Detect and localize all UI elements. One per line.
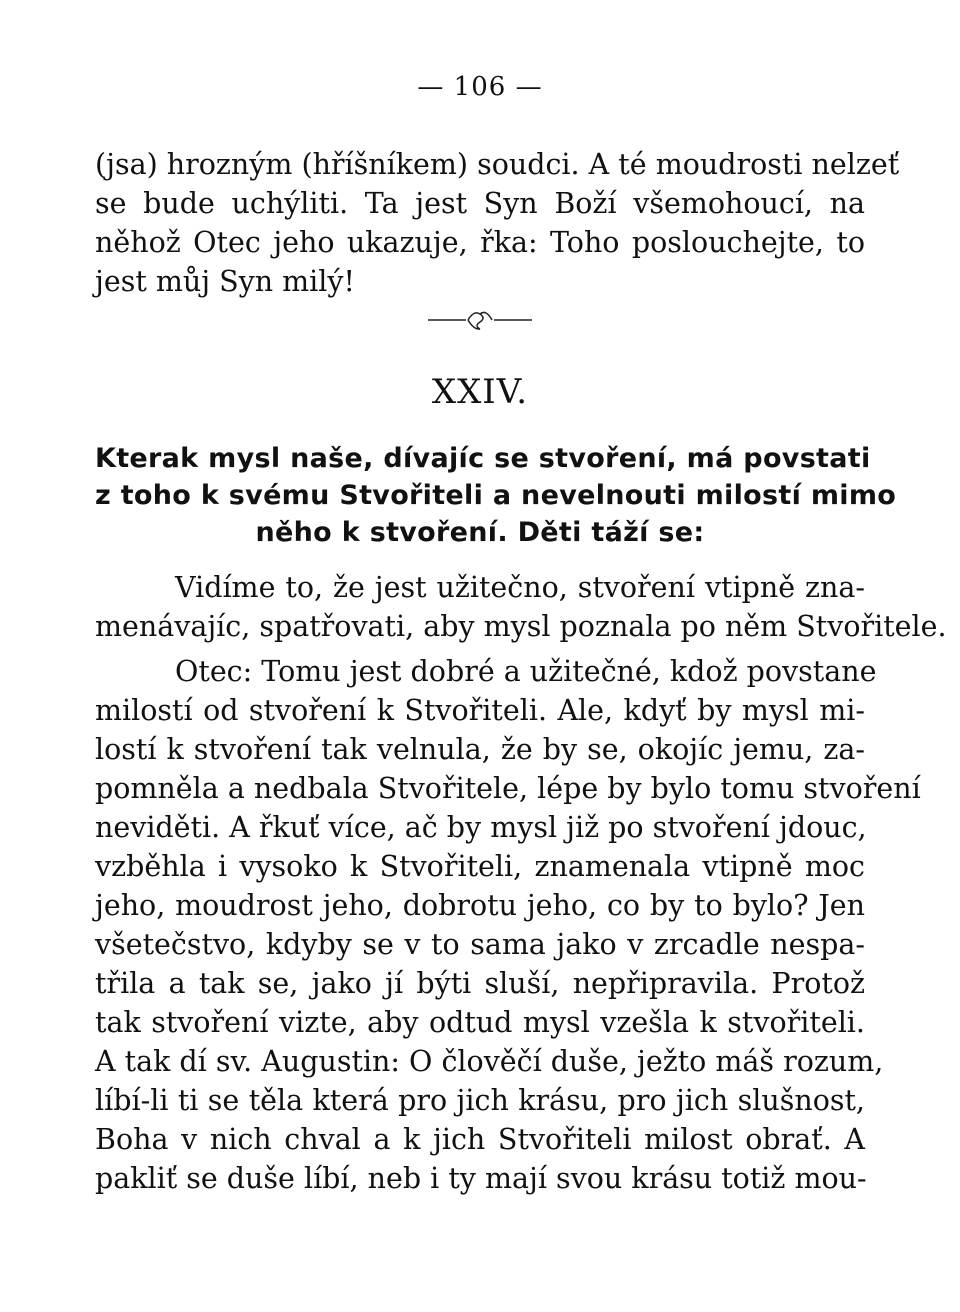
heading-line: Kterak mysl naše, dívajíc se stvoření, má povstati xyxy=(95,443,871,474)
page-number: — 106 — xyxy=(417,72,543,102)
text-line: pakliť se duše líbí, neb i ty mají svou krásu totiž mou- xyxy=(95,1162,867,1195)
text-line: Vidíme to, že jest užitečno, stvoření vtipně zna- xyxy=(175,571,865,604)
text-line: Boha v nich chval a k jich Stvořiteli milost obrať. A xyxy=(95,1123,865,1156)
heading-line: z toho k svému Stvořiteli a nevelnouti milostí mimo xyxy=(95,480,897,511)
text-line: jest můj Syn milý! xyxy=(95,265,355,298)
intro-paragraph xyxy=(95,145,900,301)
ornament-divider-icon xyxy=(428,305,532,335)
text-line: všetečstvo, kdyby se v to sama jako v zrcadle nespa- xyxy=(95,928,865,961)
text-line: neviděti. A řkuť více, ač by mysl již po stvoření jdouc, xyxy=(95,811,867,844)
heading-line: něho k stvoření. Děti táží se: xyxy=(255,517,705,548)
question-paragraph xyxy=(95,568,947,646)
text-line: milostí od stvoření k Stvořiteli. Ale, kdyť by mysl mi- xyxy=(95,694,865,727)
text-line: Otec: Tomu jest dobré a užitečné, kdož povstane xyxy=(175,655,877,688)
text-line: třila a tak se, jako jí býti sluší, nepřipravila. Protož xyxy=(95,967,865,1000)
answer-paragraph xyxy=(95,652,921,1198)
book-page xyxy=(95,0,947,1312)
text-line: něhož Otec jeho ukazuje, řka: Toho poslouchejte, to xyxy=(95,226,865,259)
text-line: tak stvoření vizte, aby odtud mysl vzešla k stvořiteli. xyxy=(95,1006,865,1039)
text-line: pomněla a nedbala Stvořitele, lépe by bylo tomu stvoření xyxy=(95,772,921,805)
text-line: líbí-li ti se těla která pro jich krásu, pro jich slušnost, xyxy=(95,1084,865,1117)
text-line: jeho, moudrost jeho, dobrotu jeho, co by to bylo? Jen xyxy=(95,889,865,922)
text-line: lostí k stvoření tak velnula, že by se, okojíc jemu, za- xyxy=(95,733,865,766)
text-line: A tak dí sv. Augustin: O člověčí duše, ježto máš rozum, xyxy=(95,1045,884,1078)
text-line: se bude uchýliti. Ta jest Syn Boží všemohoucí, na xyxy=(95,187,865,220)
text-line: vzběhla i vysoko k Stvořiteli, znamenala vtipně moc xyxy=(95,850,865,883)
text-line: (jsa) hrozným (hříšníkem) soudci. A té moudrosti nelzeť xyxy=(95,148,900,181)
text-line: menávajíc, spatřovati, aby mysl poznala po něm Stvořitele. xyxy=(95,610,947,643)
chapter-heading xyxy=(95,440,897,551)
chapter-number: XXIV. xyxy=(431,372,529,412)
